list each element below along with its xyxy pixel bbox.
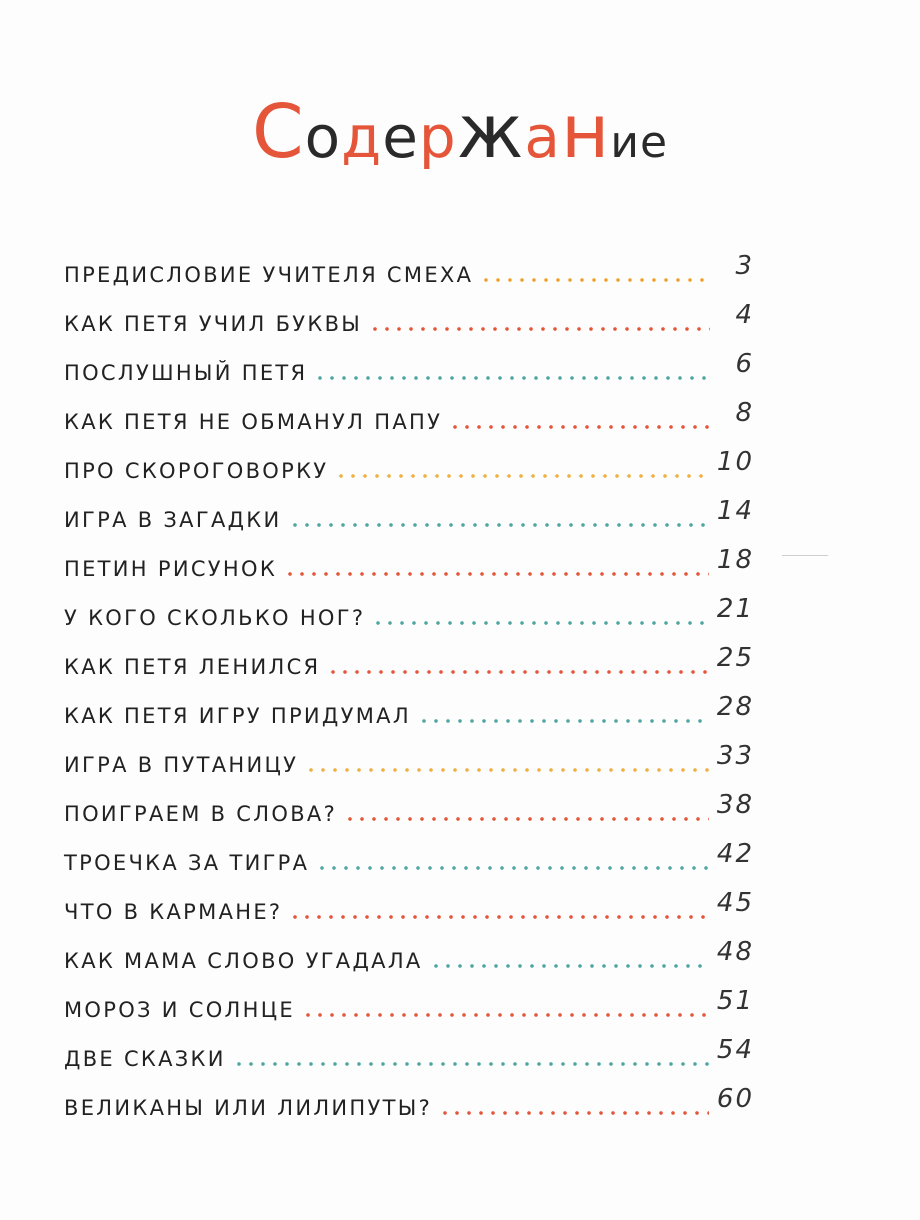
toc-entry — [64, 632, 754, 681]
toc-entry-title: ПОИГРАЕМ В СЛОВА? — [64, 802, 338, 826]
title-letter: н — [560, 89, 611, 175]
toc-page-number: 4 — [735, 300, 754, 330]
toc-dot-leader — [372, 326, 710, 332]
toc-page-number: 48 — [716, 937, 754, 967]
toc-page-number: 6 — [735, 349, 754, 379]
toc-page-number: 21 — [716, 594, 754, 624]
toc-entry — [64, 289, 754, 338]
toc-entry-title: КАК ПЕТЯ НЕ ОБМАНУЛ ПАПУ — [64, 410, 443, 434]
toc-page-number: 8 — [735, 398, 754, 428]
toc-entry — [64, 387, 754, 436]
toc-entry-title: КАК ПЕТЯ ИГРУ ПРИДУМАЛ — [64, 704, 411, 728]
toc-entry — [64, 730, 754, 779]
title-letter: и — [610, 117, 640, 168]
toc-dot-leader — [433, 963, 709, 969]
toc-entry — [64, 828, 754, 877]
toc-entry — [64, 338, 754, 387]
title-letter: р — [418, 103, 457, 171]
toc-dot-leader — [236, 1061, 709, 1067]
toc-entry-title: ДВЕ СКАЗКИ — [64, 1047, 226, 1071]
toc-entry-title: ПЕТИН РИСУНОК — [64, 557, 278, 581]
toc-dot-leader — [330, 669, 708, 675]
toc-entry-title: ИГРА В ЗАГАДКИ — [64, 508, 282, 532]
toc-page-number: 45 — [716, 888, 754, 918]
title-letter: ж — [456, 89, 525, 175]
toc-dot-leader — [421, 718, 709, 724]
toc-dot-leader — [292, 522, 709, 528]
toc-entry-title: ИГРА В ПУТАНИЦУ — [64, 753, 299, 777]
toc-entry — [64, 681, 754, 730]
toc-entry-title: КАК МАМА СЛОВО УГАДАЛА — [64, 949, 423, 973]
toc-entry-title: КАК ПЕТЯ ЛЕНИЛСЯ — [64, 655, 321, 679]
toc-page-number: 42 — [716, 839, 754, 869]
toc-dot-leader — [305, 1012, 709, 1018]
toc-entry — [64, 975, 754, 1024]
toc-page-number: 60 — [716, 1084, 754, 1114]
title-letter: о — [304, 103, 342, 171]
toc-entry-title: ПРО СКОРОГОВОРКУ — [64, 459, 329, 483]
toc-dot-leader — [317, 375, 710, 381]
toc-page-number: 3 — [735, 251, 754, 281]
toc-dot-leader — [338, 473, 709, 479]
toc-entry — [64, 485, 754, 534]
table-of-contents — [64, 240, 754, 1122]
toc-entry — [64, 779, 754, 828]
toc-page-number: 10 — [716, 447, 754, 477]
toc-page-number: 51 — [716, 986, 754, 1016]
title-letter: а — [524, 103, 561, 171]
toc-entry-title: ПРЕДИСЛОВИЕ УЧИТЕЛЯ СМЕХА — [64, 263, 474, 287]
title-letter: С — [251, 89, 305, 175]
title-letter: е — [639, 117, 669, 168]
toc-page-number: 33 — [716, 741, 754, 771]
toc-entry — [64, 436, 754, 485]
toc-dot-leader — [347, 816, 709, 822]
toc-entry — [64, 583, 754, 632]
page-title — [0, 89, 920, 183]
toc-page-number: 25 — [716, 643, 754, 673]
toc-dot-leader — [442, 1110, 709, 1116]
toc-entry — [64, 1024, 754, 1073]
toc-entry — [64, 240, 754, 289]
toc-dot-leader — [375, 620, 709, 626]
toc-entry — [64, 926, 754, 975]
toc-dot-leader — [308, 767, 709, 773]
toc-entry — [64, 1073, 754, 1122]
toc-entry — [64, 877, 754, 926]
toc-entry-title: КАК ПЕТЯ УЧИЛ БУКВЫ — [64, 312, 363, 336]
toc-entry — [64, 534, 754, 583]
toc-entry-title: ТРОЕЧКА ЗА ТИГРА — [64, 851, 310, 875]
margin-mark — [782, 555, 828, 556]
toc-dot-leader — [452, 424, 710, 430]
title-letter: д — [341, 103, 383, 171]
toc-page-number: 18 — [716, 545, 754, 575]
toc-entry-title: ВЕЛИКАНЫ ИЛИ ЛИЛИПУТЫ? — [64, 1096, 433, 1120]
toc-dot-leader — [483, 277, 710, 283]
toc-dot-leader — [292, 914, 709, 920]
toc-entry-title: У КОГО СКОЛЬКО НОГ? — [64, 606, 366, 630]
toc-entry-title: ПОСЛУШНЫЙ ПЕТЯ — [64, 361, 308, 385]
toc-dot-leader — [319, 865, 709, 871]
toc-dot-leader — [287, 571, 709, 577]
toc-page-number: 14 — [716, 496, 754, 526]
toc-entry-title: ЧТО В КАРМАНЕ? — [64, 900, 283, 924]
toc-page-number: 28 — [716, 692, 754, 722]
toc-page-number: 54 — [716, 1035, 754, 1065]
toc-entry-title: МОРОЗ И СОЛНЦЕ — [64, 998, 295, 1022]
title-letter: е — [382, 103, 419, 171]
toc-page-number: 38 — [716, 790, 754, 820]
